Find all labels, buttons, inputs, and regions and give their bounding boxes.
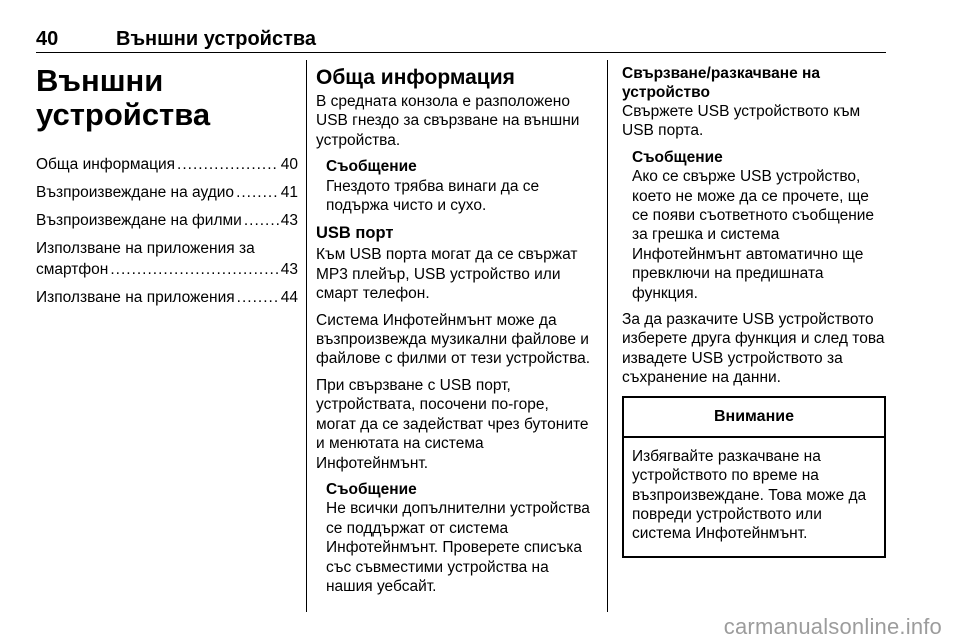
toc-entry[interactable]	[36, 210, 298, 231]
warning-box	[622, 396, 886, 558]
toc-entry[interactable]	[36, 182, 298, 203]
toc-leader	[110, 259, 278, 280]
general-intro: В средната конзола е разположено USB гнездо за свързване на външни устройства.	[316, 93, 580, 149]
toc-entry-title: Обща информация	[36, 156, 176, 173]
chapter-title: Външни устройства	[36, 63, 211, 132]
note-heading: Съобщение	[326, 480, 417, 498]
toc-entry-page: 43	[280, 261, 298, 278]
content-column-middle	[316, 60, 592, 603]
toc-entry[interactable]	[36, 287, 298, 308]
note-body: Ако се свърже USB устройство, което не може да се прочете, ще се появи съответното съобщение за грешка и система Инфотейнмънт автоматично ще превключи на предишната функция.	[632, 168, 875, 302]
toc-entry[interactable]	[36, 238, 298, 280]
toc-entry-title-cont: смартфон	[36, 261, 109, 278]
section-title-general: Обща информация	[316, 66, 515, 89]
note-body: Гнездото трябва винаги да се подържа чисто и сухо.	[326, 177, 540, 215]
warning-heading: Внимание	[624, 398, 884, 438]
running-title: Външни устройства	[116, 28, 317, 50]
toc-leader	[177, 154, 279, 175]
section-title-usb: USB порт	[316, 224, 394, 243]
note-body: Не всички допълнителни устройства се поддържат от система Инфотейнмънт. Проверете списъка със съвместими устройства на нашия уебсайт.	[326, 500, 590, 595]
usb-paragraph: При свързване с USB порт, устройствата, посочени по-горе, могат да се задействат чрез бутоните и менютата на система Инфотейнмънт.	[316, 376, 589, 472]
connect-paragraph: Свържете USB устройството към USB порта.	[622, 103, 861, 140]
column-divider	[306, 60, 307, 612]
connect-paragraph: За да разкачите USB устройството изберете друга функция и след това извадете USB устройството за съхранение на данни.	[622, 311, 885, 387]
note-box	[326, 480, 592, 596]
page-header	[36, 28, 886, 52]
note-box	[326, 157, 592, 215]
note-heading: Съобщение	[326, 158, 417, 176]
warning-body: Избягвайте разкачване на устройството по време на възпроизвеждане. Това може да повреди устройството или система Инфотейнмънт.	[632, 447, 867, 543]
toc-entry-title: Възпроизвеждане на филми	[36, 212, 242, 229]
content-column-right	[622, 60, 886, 558]
usb-paragraph: Система Инфотейнмънт може да възпроизвежда музикални файлове и файлове с филми от тези устройства.	[316, 311, 591, 368]
toc-entry-title: Възпроизвеждане на аудио	[36, 184, 235, 201]
toc-entry-page: 41	[280, 184, 298, 201]
toc-entry[interactable]	[36, 154, 298, 175]
toc-entry-page: 40	[280, 156, 298, 173]
column-divider	[607, 60, 608, 612]
toc-entry-title: Използване на приложения за	[36, 240, 255, 257]
toc-leader	[236, 182, 279, 203]
toc-leader	[237, 287, 279, 308]
usb-paragraph: Към USB порта могат да се свържат MP3 плейър, USB устройство или смарт телефон.	[316, 246, 578, 303]
toc-column	[36, 60, 298, 315]
toc-entry-page: 44	[280, 289, 298, 306]
note-box	[632, 148, 886, 303]
header-rule	[36, 52, 886, 53]
section-title-connect: Свързване/разкачване на устройство	[622, 65, 821, 101]
toc-entry-title: Използване на приложения	[36, 289, 235, 306]
toc-leader	[244, 210, 279, 231]
toc-entry-page: 43	[280, 212, 298, 229]
note-heading: Съобщение	[632, 148, 723, 166]
page-number: 40	[36, 28, 59, 50]
watermark: carmanualsonline.info	[723, 614, 942, 639]
